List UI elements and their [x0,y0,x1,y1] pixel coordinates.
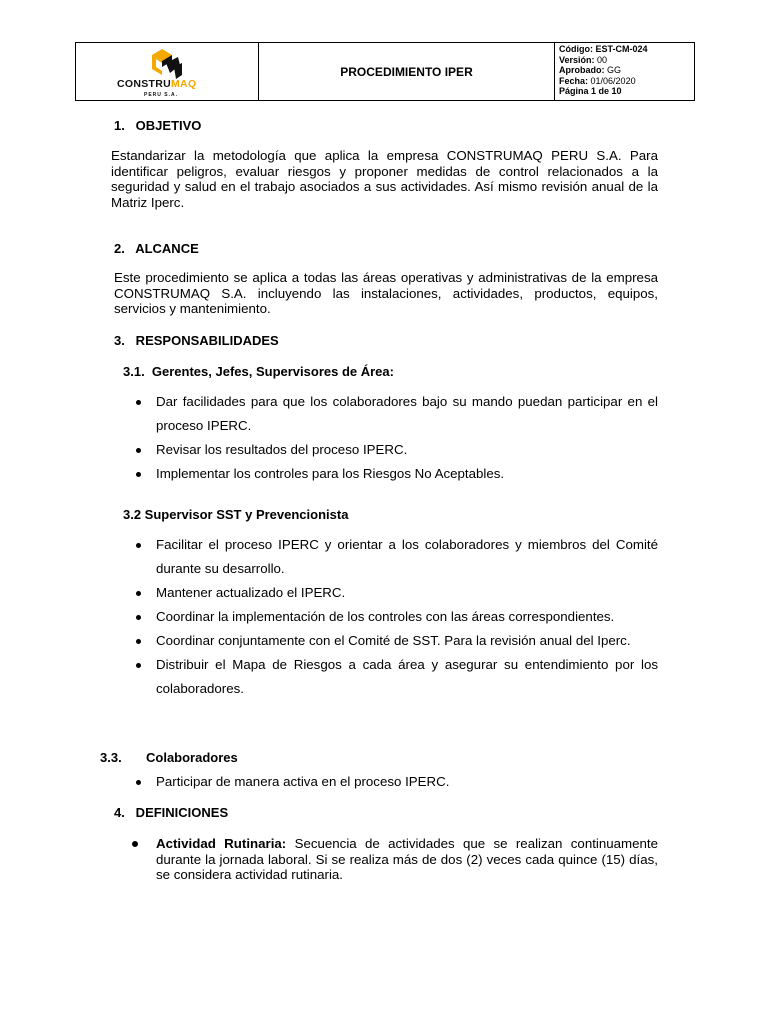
list-item: Implementar los controles para los Riesgos No Aceptables. [132,462,658,486]
logo-subtitle: PERU S.A. [144,92,179,98]
meta-aprobado: Aprobado: GG [559,65,622,75]
list-item: Facilitar el proceso IPERC y orientar a los colaboradores y miembros del Comité durante su desarrollo. [132,533,658,581]
list-item: Dar facilidades para que los colaboradores bajo su mando puedan participar en el proceso IPERC. [132,390,658,438]
definition-actividad-rutinaria [132,836,658,883]
meta-version: Versión: 00 [559,54,608,65]
gerentes-list [132,390,658,486]
subsection-gerentes-heading: 3.1. Gerentes, Jefes, Supervisores de Área: [123,364,394,379]
construmaq-logo-icon [114,45,218,79]
list-item: Revisar los resultados del proceso IPERC. [132,438,658,462]
colaboradores-list [132,770,658,794]
document-meta [555,43,694,100]
document-title: PROCEDIMIENTO IPER [259,43,555,100]
document-header [75,42,695,101]
section-alcance-heading: 2. ALCANCE [114,241,199,256]
meta-codigo: Código: EST-CM-024 [559,44,648,54]
list-item: Distribuir el Mapa de Riesgos a cada área y asegurar su entendimiento por los colaboradores. [132,653,658,701]
bullet-icon [132,841,138,847]
logo-wordmark: CONSTRUMAQ [117,78,197,90]
supervisor-list [132,533,658,701]
section-responsabilidades-heading: 3. RESPONSABILIDADES [114,333,279,348]
section-objetivo-text: Estandarizar la metodología que aplica la empresa CONSTRUMAQ PERU S.A. Para identificar peligros, evaluar riesgos y proponer medidas de control relacionados a la seguridad y salud en el trabajo asociados a sus actividades. Así mismo revisión anual de la Matriz Iperc. [111,148,658,210]
subsection-colaboradores-heading: Colaboradores [146,750,238,765]
list-item: Participar de manera activa en el proceso IPERC. [132,770,658,794]
list-item: Coordinar conjuntamente con el Comité de SST. Para la revisión anual del Iperc. [132,629,658,653]
list-item: Mantener actualizado el IPERC. [132,581,658,605]
definition-term: Actividad Rutinaria: [156,836,287,851]
definition-text: Secuencia de actividades que se realizan continuamente durante la jornada laboral. Si se realiza más de dos (2) veces cada quince (15) días, se considera actividad rutinaria. [156,836,658,882]
section-objetivo-heading: 1. OBJETIVO [114,118,202,133]
logo-cell [76,43,259,100]
section-definiciones-heading: 4. DEFINICIONES [114,805,229,820]
subsection-supervisor-heading: 3.2 Supervisor SST y Prevencionista [123,507,349,522]
meta-pagina: Página 1 de 10 [559,86,622,96]
subsection-colaboradores-number: 3.3. [100,750,122,765]
meta-fecha: Fecha: 01/06/2020 [559,75,636,86]
section-alcance-text: Este procedimiento se aplica a todas las áreas operativas y administrativas de la empresa CONSTRUMAQ S.A. incluyendo las instalaciones, actividades, productos, equipos, servicios y mantenimiento. [114,270,658,316]
list-item: Coordinar la implementación de los controles con las áreas correspondientes. [132,605,658,629]
